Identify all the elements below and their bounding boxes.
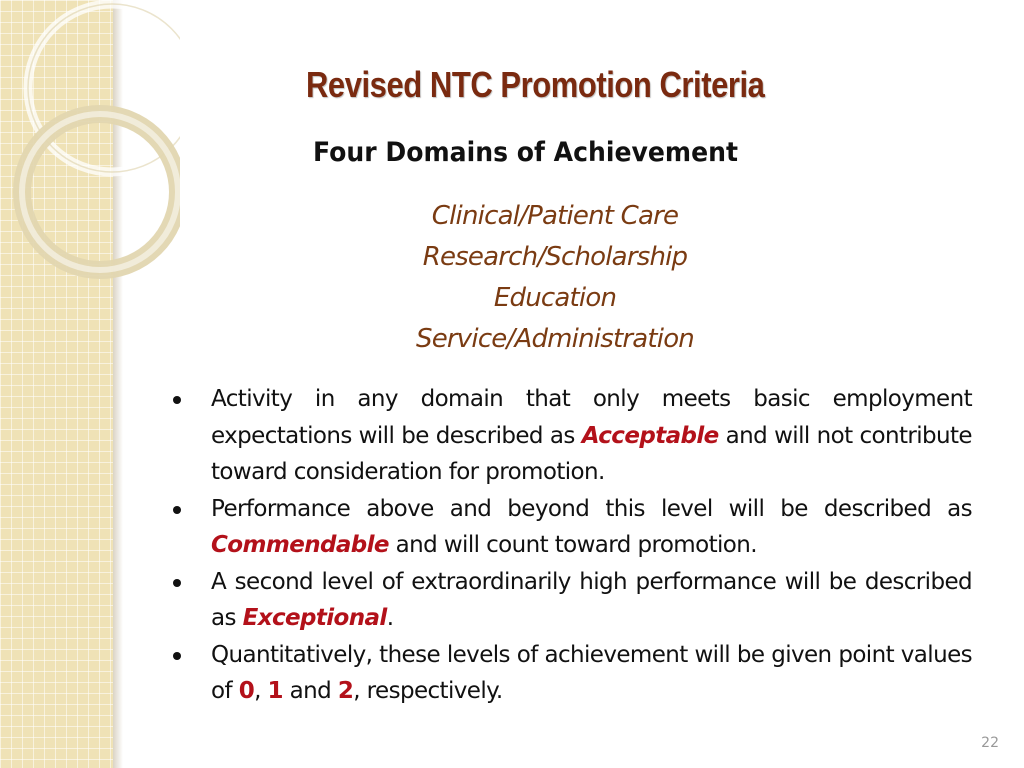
bullet-text: and: [282, 678, 338, 704]
point-value-1: 1: [267, 678, 283, 704]
bullet-item: [166, 564, 972, 637]
bullet-text: , respectively.: [353, 678, 503, 704]
bullet-dot-icon: [173, 579, 181, 587]
bullet-text: and will count toward promotion.: [388, 532, 757, 558]
bullet-text: .: [386, 605, 394, 631]
domain-item: Education: [493, 283, 617, 313]
bullet-text: Activity in any domain that only meets basic employment expectations will be described as: [211, 386, 972, 449]
domain-item: Clinical/Patient Care: [431, 201, 679, 231]
bullet-text: and will not contribute toward consideration for promotion.: [211, 422, 972, 485]
page-number: 22: [981, 735, 999, 751]
rating-acceptable: Acceptable: [581, 422, 719, 449]
rating-commendable: Commendable: [211, 532, 389, 558]
slide-title: Revised NTC Promotion Criteria: [306, 64, 765, 105]
bullet-text: Performance above and beyond this level will be described as: [211, 495, 972, 522]
bullet-item: [166, 491, 972, 564]
decorative-rings: [0, 0, 180, 300]
bullet-dot-icon: [173, 396, 181, 404]
bullet-list: [166, 381, 972, 710]
point-value-0: 0: [238, 678, 255, 704]
domain-list: [350, 196, 760, 360]
bullet-text: ,: [254, 678, 268, 704]
point-value-2: 2: [337, 678, 354, 704]
bullet-dot-icon: [173, 506, 181, 514]
bullet-text: A second level of extraordinarily high performance will be described as: [211, 568, 972, 631]
bullet-text: Quantitatively, these levels of achievement will be given point values of: [211, 641, 972, 704]
domain-item: Service/Administration: [416, 324, 694, 354]
domain-item: Research/Scholarship: [422, 242, 688, 272]
bullet-item: [166, 637, 972, 710]
bullet-item: [166, 381, 972, 491]
bullet-dot-icon: [173, 652, 181, 660]
slide-subtitle: Four Domains of Achievement: [313, 137, 738, 168]
rating-exceptional: Exceptional: [242, 605, 387, 631]
